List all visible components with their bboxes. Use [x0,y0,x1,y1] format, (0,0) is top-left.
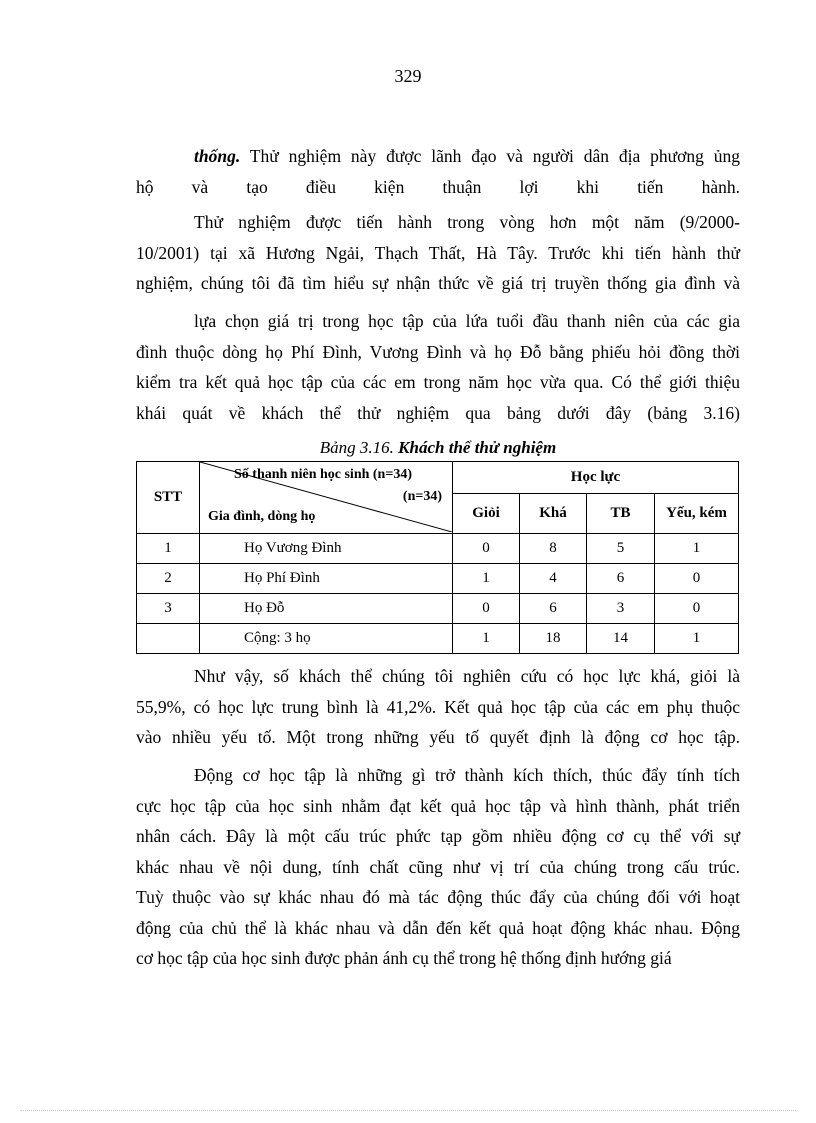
paragraph-2 [136,207,740,299]
cell-family: Họ Phí Đình [200,564,453,594]
subjects-table [136,461,739,654]
para5-line7: cơ học tập của học sinh được phản ánh cụ thể trong hệ thống định hướng giá [136,948,672,968]
para5-line1: Động cơ học tập là những gì trở thành kích thích, thúc đẩy tính tích [194,765,740,785]
paragraph-3 [136,306,740,428]
table-caption [136,438,740,458]
para5-line4: khác nhau về nội dung, tính chất cũng như vị trí của chúng trong cấu trúc. [136,856,740,877]
cell-value: 1 [655,534,739,564]
header-col-yeu-kem: Yếu, kém [655,494,739,534]
header-hoc-luc: Học lực [453,462,739,494]
para3-line3: kiểm tra kết quả học tập của các em trong năm học vừa qua. Có thể giới thiệu [136,372,740,392]
paragraph-4 [136,661,740,753]
header-col-gioi: Giỏi [453,494,520,534]
cell-value: 8 [520,534,587,564]
cell-stt: 3 [137,594,200,624]
paragraph-5 [136,760,740,974]
cell-family: Họ Đỗ [200,594,453,624]
bold-lead-word: thống. [194,146,241,166]
cell-value: 0 [655,564,739,594]
para5-line2: cực học tập của học sinh nhằm đạt kết quả học tập và hình thành, phát triển [136,795,740,816]
cell-stt: 1 [137,534,200,564]
para4-line1: Như vậy, số khách thể chúng tôi nghiên cứu có học lực khá, giỏi là [194,666,740,686]
header-stt: STT [137,462,200,534]
cell-family: Họ Vương Đình [200,534,453,564]
cell-value: 5 [587,534,655,564]
cell-stt: 2 [137,564,200,594]
para1-line1: thống. Thử nghiệm này được lãnh đạo và người dân địa phương ủng [194,146,740,166]
cell-value: 18 [520,624,587,654]
para5-line3: nhân cách. Đây là một cấu trúc phức tạp gồm nhiều động cơ cụ thể với sự [136,826,740,846]
header-diag-n: (n=34) [402,489,442,504]
page-number: 329 [394,66,422,86]
para3-line4: khái quát về khách thể thử nghiệm qua bảng dưới đây (bảng 3.16) [136,402,740,423]
para5-line6: động của chủ thể là khác nhau và dẫn đến kết quả hoạt động khác nhau. Động [136,917,740,938]
header-diag-bottom: Gia đình, dòng họ [208,509,316,524]
cell-value: 6 [587,564,655,594]
para5-line5: Tuỳ thuộc vào sự khác nhau đó mà tác động thúc đẩy của chúng đối với hoạt [136,887,740,907]
para2-line2: 10/2001) tại xã Hương Ngải, Thạch Thất, Hà Tây. Trước khi tiến hành thử [136,242,740,263]
cell-value: 1 [453,564,520,594]
table-row [137,534,739,564]
cell-value: 1 [655,624,739,654]
header-col-kha: Khá [520,494,587,534]
cell-value: 4 [520,564,587,594]
para4-line3: vào nhiều yếu tố. Một trong những yếu tố quyết định là động cơ học tập. [136,727,740,747]
cell-value: 14 [587,624,655,654]
table-row-total [137,624,739,654]
para4-line2: 55,9%, có học lực trung bình là 41,2%. Kết quả học tập của các em phụ thuộc [136,696,740,717]
cell-stt [137,624,200,654]
header-diag-top: Số thanh niên học sinh (n=34) [234,467,412,482]
para2-line1: Thử nghiệm được tiến hành trong vòng hơn một năm (9/2000- [194,212,740,232]
para2-line3: nghiệm, chúng tôi đã tìm hiểu sự nhận thức về giá trị truyền thống gia đình và [136,273,740,293]
cell-family: Cộng: 3 họ [200,624,453,654]
cell-value: 1 [453,624,520,654]
para3-line2: đình thuộc dòng họ Phí Đình, Vương Đình và họ Đỗ bằng phiếu hỏi đồng thời [136,341,740,362]
table-row [137,594,739,624]
cell-value: 6 [520,594,587,624]
caption-title: Khách thể thử nghiệm [393,438,557,457]
table-header-row-1 [137,462,739,494]
header-col-tb: TB [587,494,655,534]
cell-value: 0 [655,594,739,624]
paragraph-1 [136,141,740,202]
header-diagonal-cell [200,462,453,534]
caption-prefix: Bảng 3.16. [319,438,394,457]
para1-line2: hộ và tạo điều kiện thuận lợi khi tiến hành. [136,176,740,197]
cell-value: 0 [453,594,520,624]
para3-line1: lựa chọn giá trị trong học tập của lứa tuổi đầu thanh niên của các gia [194,311,740,331]
cell-value: 3 [587,594,655,624]
cell-value: 0 [453,534,520,564]
footer-divider [20,1110,796,1111]
table-row [137,564,739,594]
